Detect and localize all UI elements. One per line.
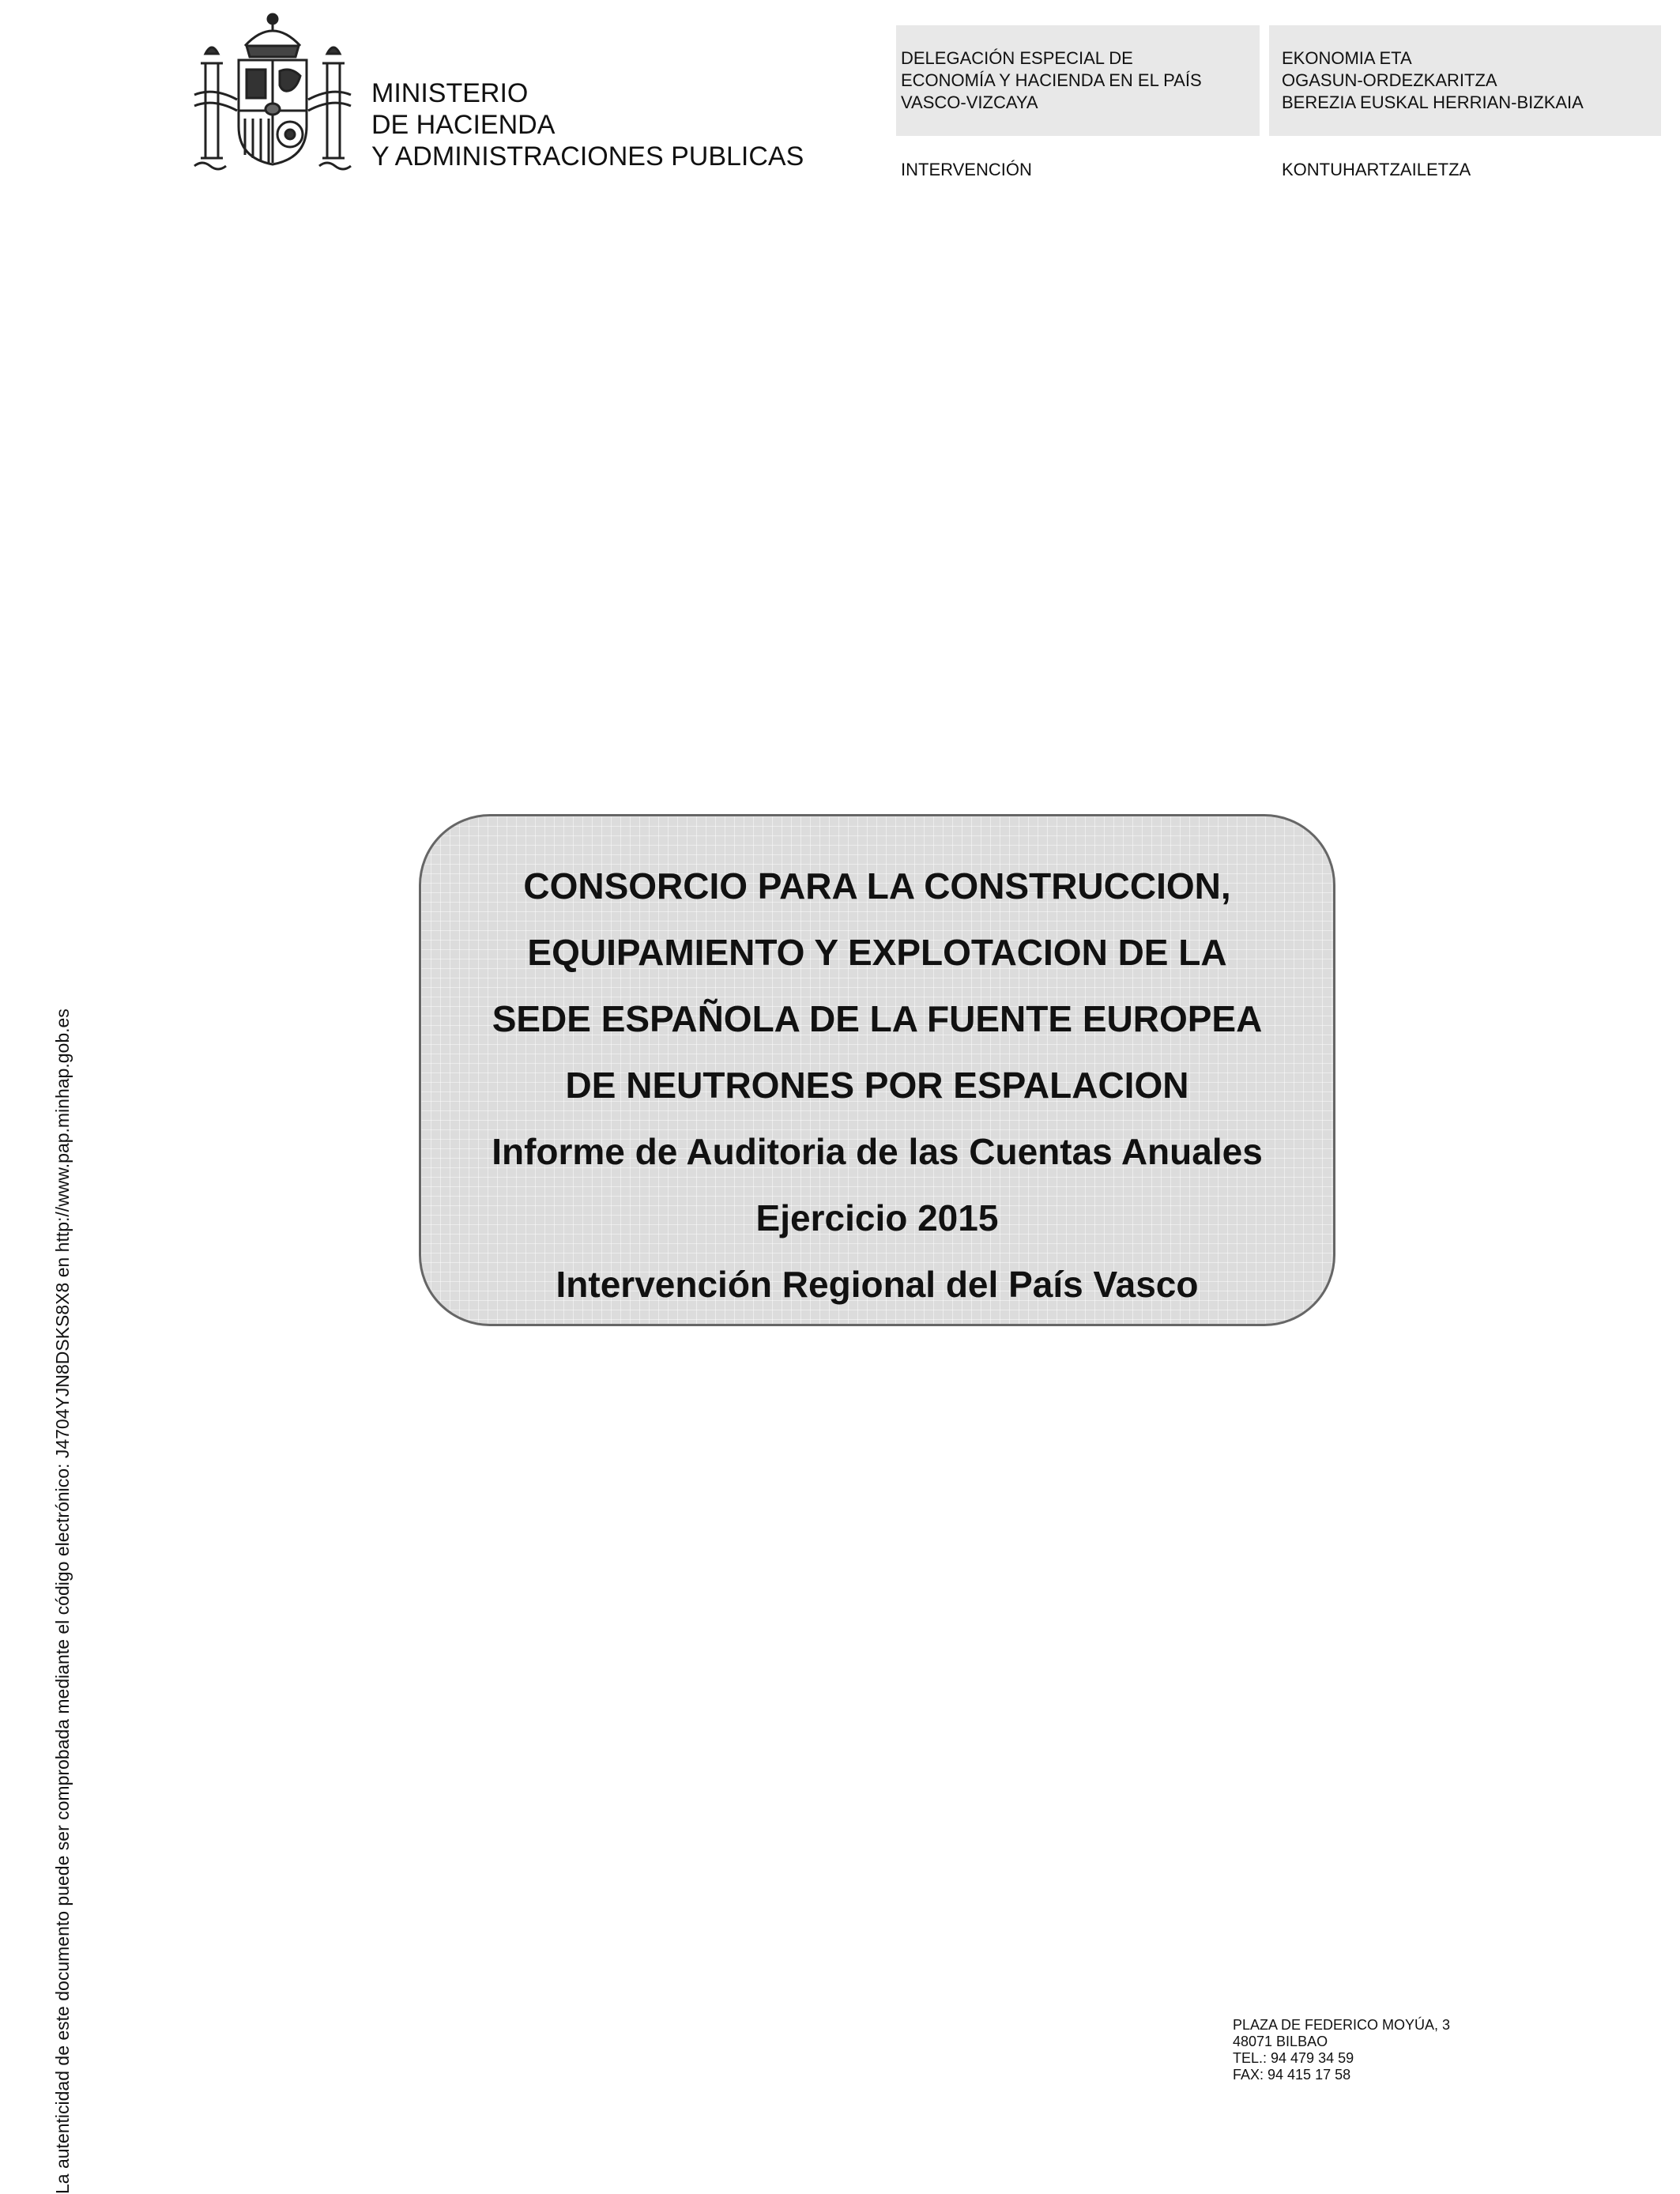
address-line: 48071 BILBAO: [1233, 2034, 1328, 2049]
title-box: [419, 814, 1335, 1326]
authenticity-note: La autenticidad de este documento puede ser comprobada mediante el código electrónico: J4704YJN8DSKS8X8 en http://www.pap.minhap.gob.es: [52, 1008, 73, 2194]
spanish-coat-of-arms-icon: [190, 8, 356, 175]
title-line: SEDE ESPAÑOLA DE LA FUENTE EUROPEA: [492, 998, 1263, 1039]
intervencion-label: INTERVENCIÓN: [901, 160, 1032, 179]
ministry-line: DE HACIENDA: [371, 110, 556, 140]
delegation-es-line: ECONOMÍA Y HACIENDA EN EL PAÍS: [901, 70, 1202, 90]
phone-line: TEL.: 94 479 34 59: [1233, 2050, 1354, 2066]
delegation-es-line: DELEGACIÓN ESPECIAL DE: [901, 48, 1133, 68]
delegation-es-text: [901, 47, 1202, 114]
title-line: DE NEUTRONES POR ESPALACION: [565, 1065, 1189, 1106]
kontuhartzailetza-label: KONTUHARTZAILETZA: [1282, 160, 1471, 179]
title-lines: [421, 853, 1333, 1318]
ministry-name: [371, 77, 804, 172]
delegation-eu-line: BEREZIA EUSKAL HERRIAN-BIZKAIA: [1282, 92, 1584, 112]
report-author: Intervención Regional del País Vasco: [556, 1264, 1199, 1305]
ministry-line: Y ADMINISTRACIONES PUBLICAS: [371, 141, 804, 172]
address-line: PLAZA DE FEDERICO MOYÚA, 3: [1233, 2017, 1451, 2033]
delegation-eu-line: EKONOMIA ETA: [1282, 48, 1412, 68]
ministry-line: MINISTERIO: [371, 78, 529, 108]
report-title: Informe de Auditoria de las Cuentas Anuales: [492, 1131, 1263, 1172]
report-year: Ejercicio 2015: [755, 1197, 999, 1238]
fax-line: FAX: 94 415 17 58: [1233, 2067, 1351, 2083]
title-line: CONSORCIO PARA LA CONSTRUCCION,: [523, 865, 1231, 907]
title-line: EQUIPAMIENTO Y EXPLOTACION DE LA: [527, 932, 1227, 973]
office-address: [1233, 2017, 1450, 2083]
delegation-eu-text: [1282, 47, 1584, 114]
delegation-es-line: VASCO-VIZCAYA: [901, 92, 1038, 112]
delegation-eu-line: OGASUN-ORDEZKARITZA: [1282, 70, 1497, 90]
